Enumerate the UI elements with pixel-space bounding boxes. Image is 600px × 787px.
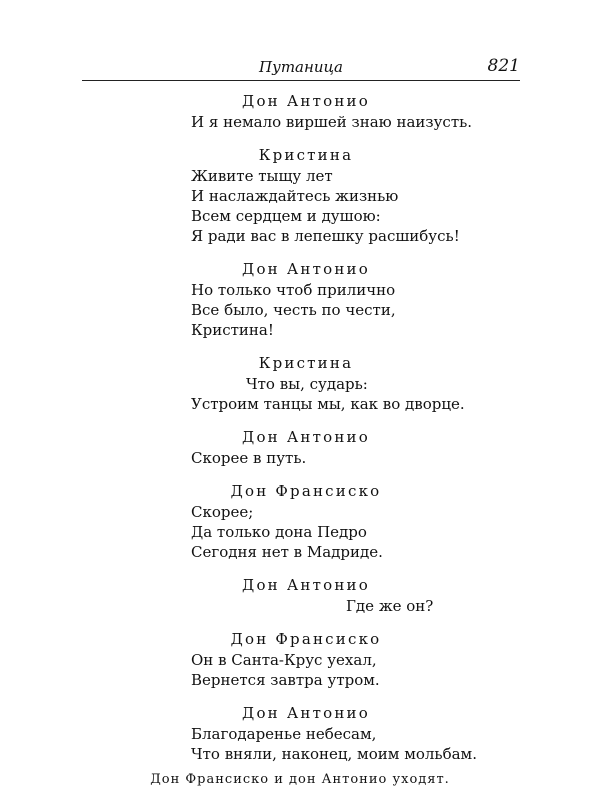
verse-line: Скорее в путь. [191, 449, 307, 467]
speech-block [0, 574, 600, 616]
speaker-name: Дон Антонио [242, 576, 370, 594]
speaker-name: Дон Антонио [242, 704, 370, 722]
verse-line: Благодаренье небесам, [191, 725, 377, 743]
speech-block [0, 352, 600, 414]
verse-line: И я немало виршей знаю наизусть. [191, 113, 473, 131]
speech [0, 112, 600, 132]
speaker-name: Дон Франсиско [230, 482, 382, 500]
speech-block [0, 702, 600, 764]
running-title: Путаница [259, 58, 343, 76]
stage-direction: Дон Франсиско и дон Антонио уходят. [150, 772, 450, 787]
verse-line: Что вняли, наконец, моим мольбам. [191, 745, 477, 763]
verse-line: Что вы, сударь: [246, 375, 368, 393]
speech [0, 596, 600, 616]
verse-line: Живите тыщу лет [191, 167, 333, 185]
speaker-name: Дон Антонио [242, 428, 370, 446]
verse-line: Вернется завтра утром. [191, 671, 380, 689]
verse-line: Все было, честь по чести, [191, 301, 396, 319]
speaker-name: Дон Антонио [242, 260, 370, 278]
speech-block [0, 144, 600, 246]
speech [0, 724, 600, 764]
verse-line: Он в Санта-Крус уехал, [191, 651, 377, 669]
verse-line: Где же он? [346, 597, 434, 615]
speaker-name: Кристина [258, 354, 354, 372]
speech [0, 280, 600, 340]
speech [0, 374, 600, 414]
verse-line: Скорее; [191, 503, 254, 521]
speech [0, 166, 600, 246]
speaker-name: Кристина [258, 146, 354, 164]
speech [0, 502, 600, 562]
verse-line: Я ради вас в лепешку расшибусь! [191, 227, 460, 245]
speech-block [0, 628, 600, 690]
verse-line: Устроим танцы мы, как во дворце. [191, 395, 465, 413]
page-header [82, 54, 520, 81]
verse-line: Сегодня нет в Мадриде. [191, 543, 383, 561]
verse-line: Да только дона Педро [191, 523, 367, 541]
speech-block [0, 90, 600, 132]
play-text [0, 90, 600, 787]
speech-block [0, 480, 600, 562]
speech [0, 650, 600, 690]
verse-line: Всем сердцем и душою: [191, 207, 381, 225]
verse-line: И наслаждайтесь жизнью [191, 187, 399, 205]
speech-block [0, 258, 600, 340]
page-number: 821 [487, 56, 520, 76]
verse-line: Но только чтоб прилично [191, 281, 396, 299]
speaker-name: Дон Франсиско [230, 630, 382, 648]
speaker-name: Дон Антонио [242, 92, 370, 110]
speech-block [0, 426, 600, 468]
verse-line: Кристина! [191, 321, 274, 339]
speech [0, 448, 600, 468]
